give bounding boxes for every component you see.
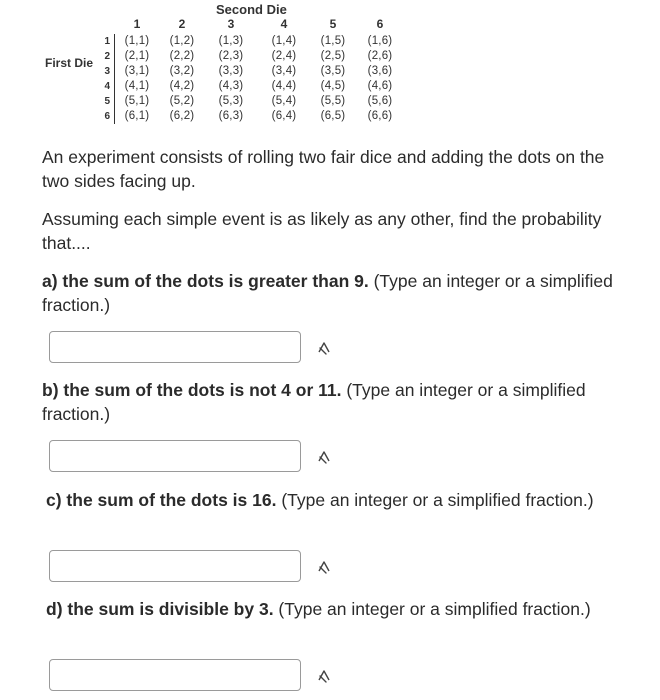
table-cell: (6,3) [218,110,244,122]
question-d-prompt [46,597,636,621]
table-cell: (5,6) [367,95,393,107]
row-header: 3 [104,66,110,77]
column-header: 3 [227,17,235,31]
table-cell: (2,4) [271,50,297,62]
table-cell: (6,5) [320,110,346,122]
row-header: 5 [104,96,110,107]
table-cell: (6,4) [271,110,297,122]
table-cell: (3,3) [218,65,244,77]
question-c-prompt [46,488,636,512]
column-header: 5 [329,17,337,31]
table-cell: (4,6) [367,80,393,92]
math-input-icon[interactable] [316,339,334,357]
table-cell: (1,6) [367,35,393,47]
table-cell: (3,5) [320,65,346,77]
table-cell: (5,4) [271,95,297,107]
table-cell: (4,1) [124,80,150,92]
table-cell: (2,1) [124,50,150,62]
table-cell: (1,2) [169,35,195,47]
question-b-prompt [42,378,632,426]
assumption-text: Assuming each simple event is as likely as any other, find the probability that.... [42,209,602,253]
row-header: 2 [104,51,110,62]
question-b-text: b) the sum of the dots is not 4 or 11. [42,380,342,400]
table-cell: (1,1) [124,35,150,47]
answer-c-input[interactable] [49,550,301,582]
table-cell: (5,5) [320,95,346,107]
table-cell: (2,6) [367,50,393,62]
table-cell: (5,2) [169,95,195,107]
table-cell: (1,5) [320,35,346,47]
column-header: 1 [133,17,141,31]
experiment-description: An experiment consists of rolling two fair dice and adding the dots on the two sides facing up. [42,147,605,191]
question-a-note: (Type an integer or a simplified fraction.) [42,271,613,315]
table-divider [114,34,115,124]
table-cell: (2,5) [320,50,346,62]
table-cell: (1,4) [271,35,297,47]
question-c-text: c) the sum of the dots is 16. [46,490,277,510]
table-cell: (5,1) [124,95,150,107]
table-cell: (6,2) [169,110,195,122]
answer-a-input[interactable] [49,331,301,363]
column-header: 4 [280,17,288,31]
math-input-icon[interactable] [316,667,334,685]
column-header: 2 [178,17,186,31]
table-cell: (3,6) [367,65,393,77]
table-cell: (1,3) [218,35,244,47]
table-cell: (4,5) [320,80,346,92]
question-d-note: (Type an integer or a simplified fraction.) [273,599,591,619]
table-cell: (3,1) [124,65,150,77]
table-cell: (2,2) [169,50,195,62]
question-d-text: d) the sum is divisible by 3. [46,599,274,619]
answer-b-input[interactable] [49,440,301,472]
table-cell: (6,6) [367,110,393,122]
question-a-text: a) the sum of the dots is greater than 9. [42,271,369,291]
dice-sample-space-table [0,0,420,130]
answer-d-input[interactable] [49,659,301,691]
math-input-icon[interactable] [316,448,334,466]
second-die-label: Second Die [216,2,287,17]
question-c-note: (Type an integer or a simplified fraction.) [276,490,594,510]
question-b-note: (Type an integer or a simplified fraction.) [42,380,586,424]
table-cell: (6,1) [124,110,150,122]
row-header: 1 [104,36,110,47]
math-input-icon[interactable] [316,558,334,576]
table-cell: (5,3) [218,95,244,107]
table-cell: (4,3) [218,80,244,92]
table-cell: (3,2) [169,65,195,77]
row-header: 4 [104,81,110,92]
table-cell: (2,3) [218,50,244,62]
table-cell: (4,4) [271,80,297,92]
column-header: 6 [376,17,384,31]
first-die-label: First Die [45,56,94,70]
table-cell: (4,2) [169,80,195,92]
row-header: 6 [104,111,110,122]
table-cell: (3,4) [271,65,297,77]
question-a-prompt [42,269,632,317]
